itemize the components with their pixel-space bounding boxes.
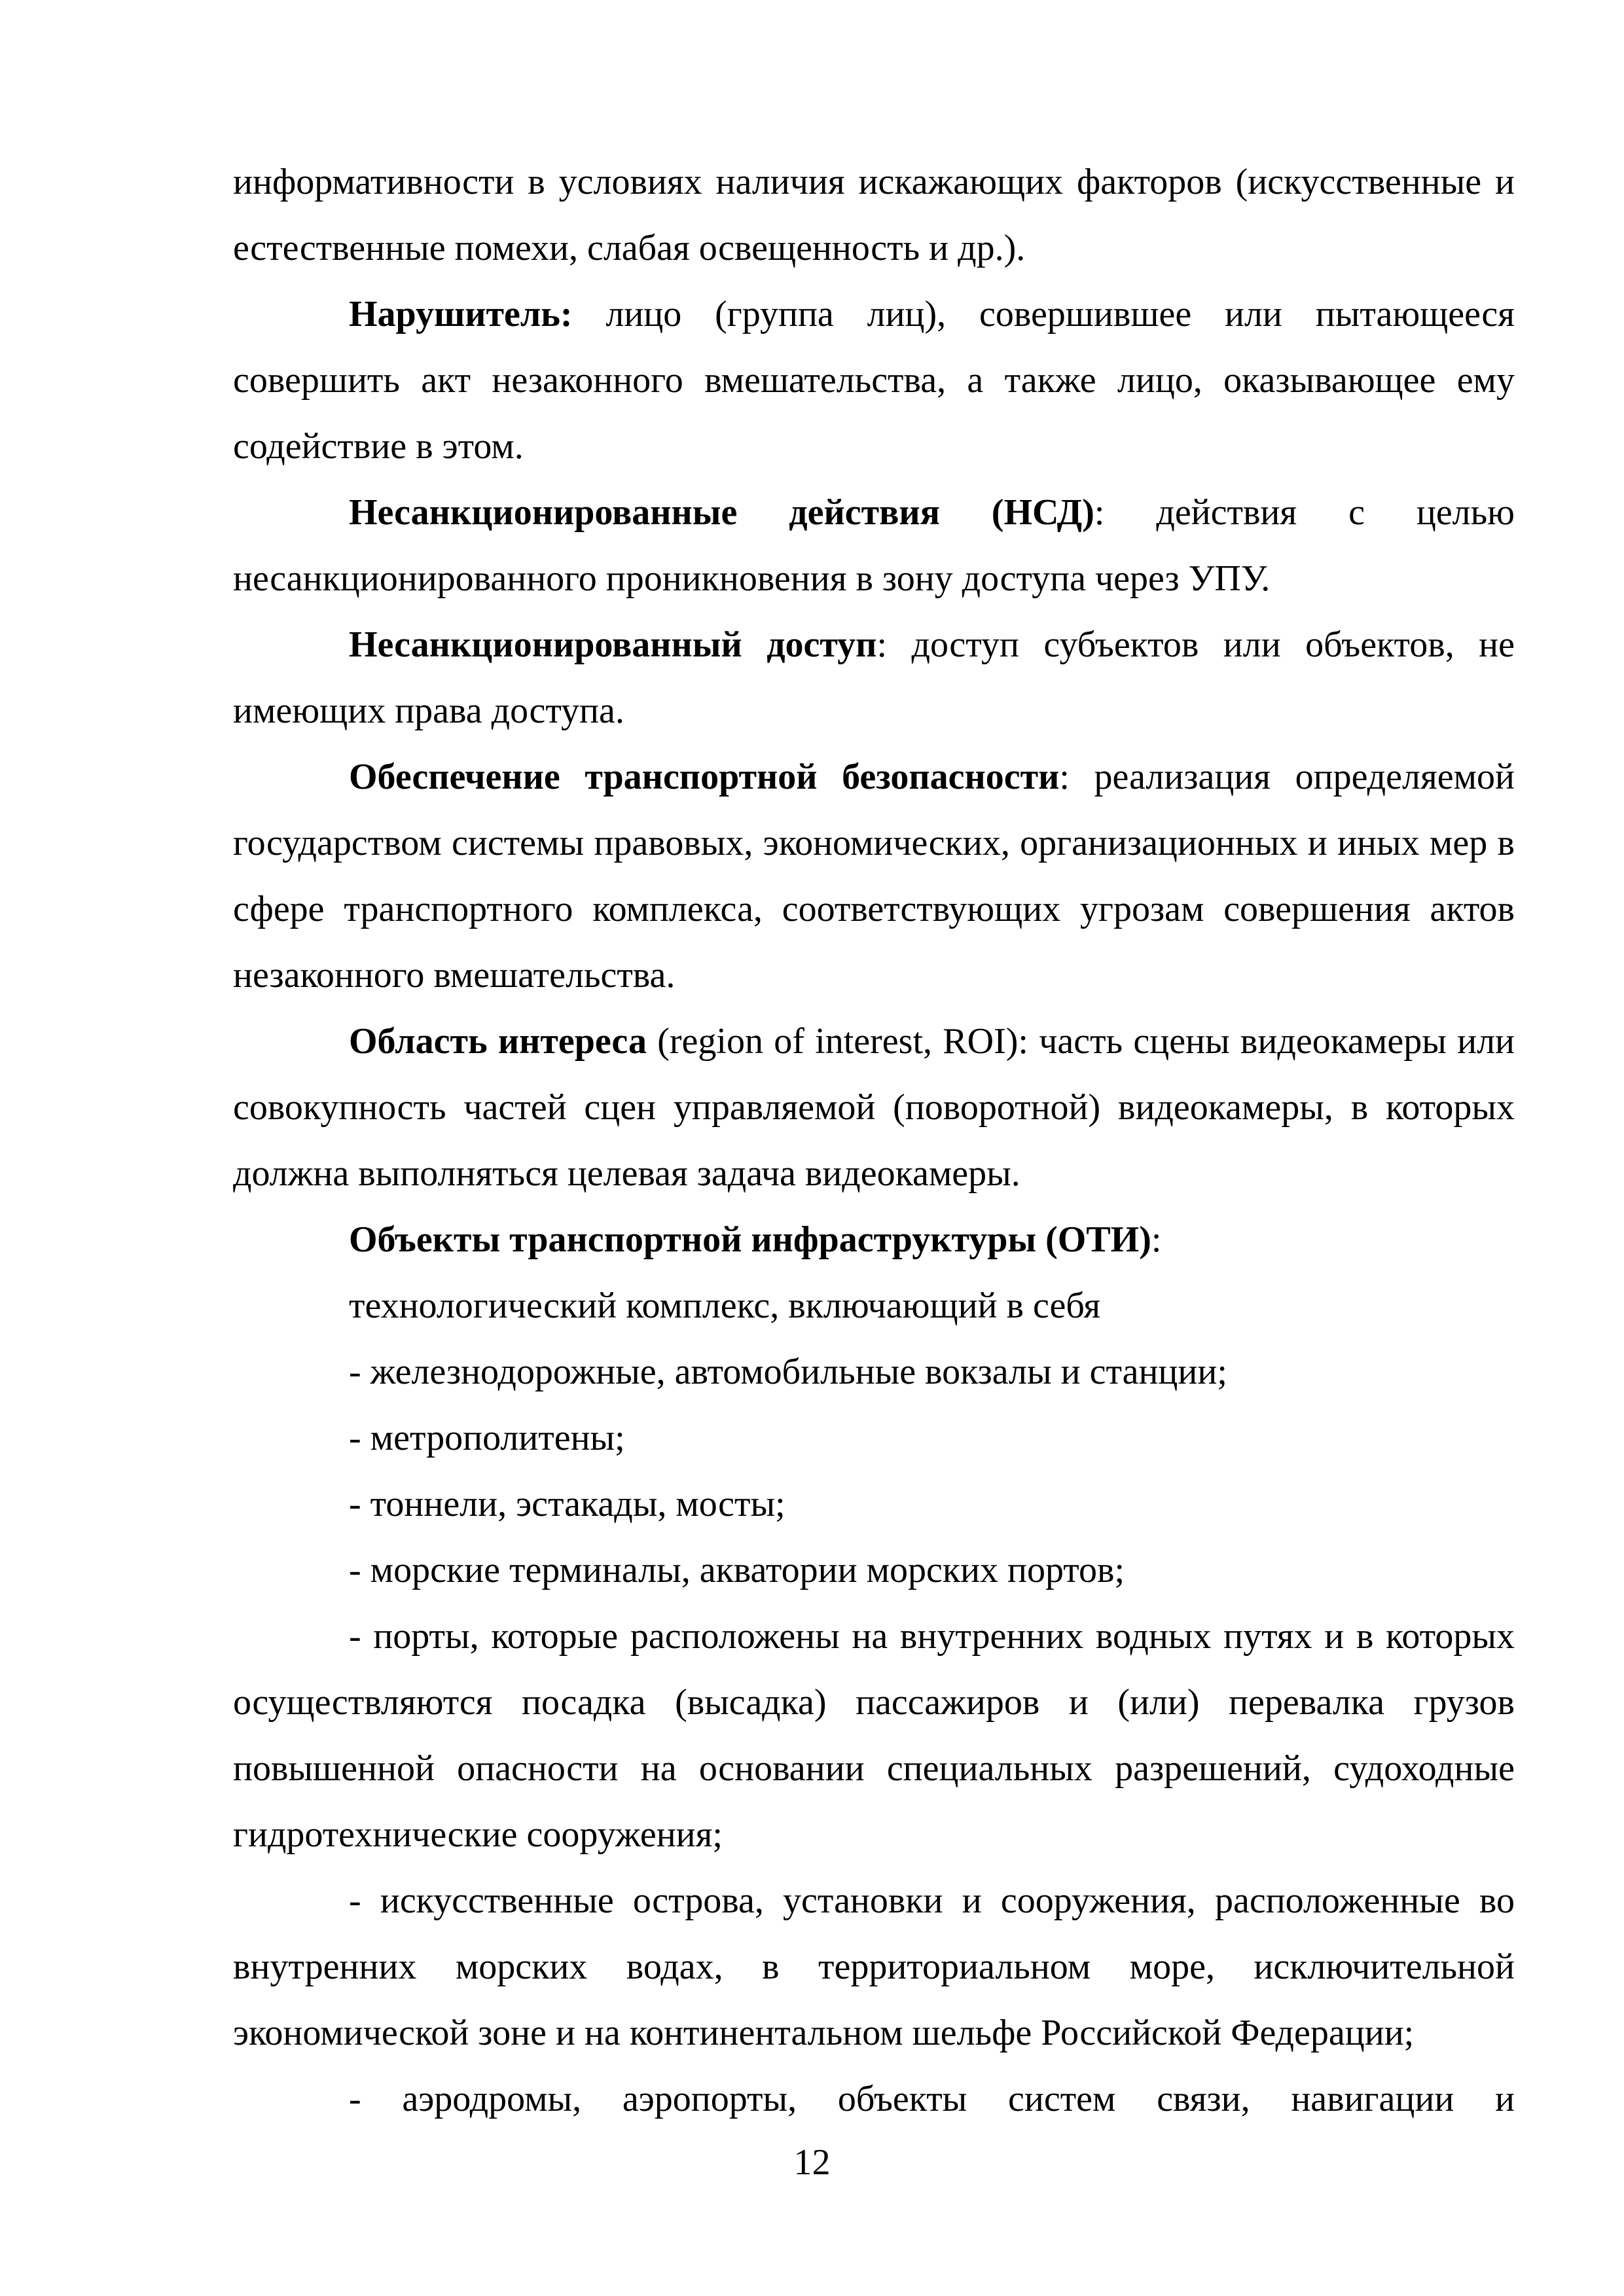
- term-label: Объекты транспортной инфраструктуры (ОТИ): [349, 1219, 1151, 1260]
- definition-unauthorized-access: [233, 612, 1515, 744]
- list-item-text: - морские терминалы, акватории морских портов;: [349, 1550, 1125, 1590]
- definition-violator: [233, 281, 1515, 480]
- definition-text: : действия с целью несанкционированного проникновения в зону доступа через УПУ.: [233, 492, 1515, 599]
- term-label: Обеспечение транспортной безопасности: [349, 757, 1060, 797]
- list-item: [233, 1339, 1515, 1405]
- list-item-text: - порты, которые расположены на внутренних водных путях и в которых осуществляются посадка (высадка) пассажиров и (или) перевалка грузов повышенной опасности на основании специальных разрешений, судоходные гидротехнические сооружения;: [233, 1616, 1515, 1855]
- list-item-text: - метрополитены;: [349, 1418, 625, 1458]
- paragraph-text: информативности в условиях наличия искажающих факторов (искусственные и естественные помехи, слабая освещенность и др.).: [233, 162, 1515, 268]
- term-label: Несанкционированные действия (НСД): [349, 492, 1094, 533]
- list-item: [233, 1868, 1515, 2066]
- term-label: Несанкционированный доступ: [349, 624, 877, 665]
- list-item-text: - тоннели, эстакады, мосты;: [349, 1484, 785, 1524]
- definition-transport-infrastructure: [233, 1207, 1515, 1273]
- definition-text: лицо (группа лиц), совершившее или пытающееся совершить акт незаконного вмешательства, а также лицо, оказывающее ему содействие в этом.: [233, 294, 1515, 467]
- page-body: [233, 149, 1515, 2132]
- paragraph-continuation: [233, 149, 1515, 281]
- definition-region-of-interest: [233, 1009, 1515, 1207]
- definition-text: : доступ субъектов или объектов, не имеющих права доступа.: [233, 624, 1515, 731]
- definition-text: :: [1151, 1219, 1162, 1260]
- definition-unauthorized-actions: [233, 480, 1515, 612]
- page-number: 12: [793, 2142, 831, 2183]
- list-item: [233, 1405, 1515, 1471]
- list-item-text: - искусственные острова, установки и сооружения, расположенные во внутренних морских водах, в территориальном море, исключительной экономической зоне и на континентальном шельфе Российской Федерации;: [233, 1880, 1515, 2053]
- definition-text: : реализация определяемой государством системы правовых, экономических, организационных и иных мер в сфере транспортного комплекса, соответствующих угрозам совершения актов незаконного вмешательства.: [233, 757, 1515, 996]
- list-item: [233, 1604, 1515, 1868]
- list-item: [233, 2066, 1515, 2132]
- definition-transport-security: [233, 744, 1515, 1009]
- list-item: [233, 1471, 1515, 1537]
- term-label: Нарушитель:: [349, 294, 573, 334]
- definition-text: (region of interest, ROI): часть сцены видеокамеры или совокупность частей сцен управляемой (поворотной) видеокамеры, в которых должна выполняться целевая задача видеокамеры.: [233, 1021, 1515, 1194]
- paragraph-text: технологический комплекс, включающий в себя: [349, 1285, 1101, 1326]
- term-label: Область интереса: [349, 1021, 647, 1062]
- list-item: [233, 1537, 1515, 1604]
- list-intro: [233, 1273, 1515, 1339]
- list-item-text: - аэродромы, аэропорты, объекты систем связи, навигации и: [349, 2079, 1515, 2119]
- list-item-text: - железнодорожные, автомобильные вокзалы и станции;: [349, 1352, 1227, 1392]
